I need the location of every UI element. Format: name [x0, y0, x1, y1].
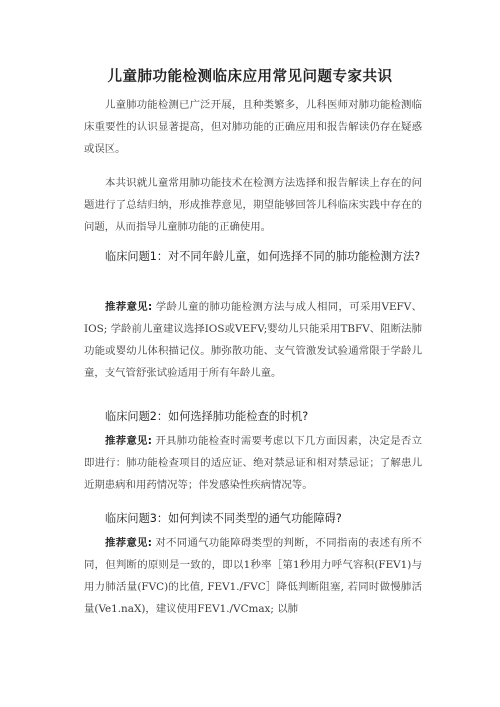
recommendation-label: 推荐意见:: [105, 537, 152, 549]
clinical-question-3: 临床问题3：如何判读不同类型的通气功能障碍?: [105, 512, 342, 525]
document-title: 儿童肺功能检测临床应用常见问题专家共识: [107, 68, 393, 85]
intro-paragraph-2: 本共识就儿童常用肺功能技术在检测方法选择和报告解读上存在的问题进行了总结归纳，形成推荐意见，期望能够回答儿科临床实践中存在的问题，从而指导儿童肺功能的正确使用。: [84, 177, 422, 233]
recommendation-1: [84, 296, 422, 384]
clinical-question-2: 临床问题2：如何选择肺功能检查的时机?: [105, 410, 309, 423]
intro-paragraph-1: 儿童肺功能检测已广泛开展，且种类繁多，儿科医师对肺功能检测临床重要性的认识显著提高，但对肺功能的正确应用和报告解读仍存在疑惑或误区。: [84, 99, 422, 155]
recommendation-text: 开具肺功能检查时需要考虑以下几方面因素，决定是否立即进行：肺功能检查项目的适应证、绝对禁忌证和相对禁忌证；了解患儿近期患病和用药情况等；伴发感染性疾病情况等。: [84, 435, 422, 491]
recommendation-text: 对不同通气功能障碍类型的判断，不同指南的表述有所不同，但判断的原则是一致的，即以1秒率［第1秒用力呼气容积(FEV1)与用力肺活量(FVC)的比值, FEV1./FVC］降低判断阻塞, 若同时做慢肺活量(Ve1.naX)，建议使用FEV1./VCmax; 以肺: [84, 537, 422, 615]
recommendation-label: 推荐意见:: [105, 301, 153, 313]
recommendation-2: [84, 430, 422, 496]
recommendation-text: 学龄儿童的肺功能检测方法与成人相同，可采用VEFV、IOS; 学龄前儿童建议选择IOS或VEFV;婴幼儿只能采用TBFV、阻断法肺功能或婴幼儿体积描记仪。肺弥散功能、支气管激发试验通常限于学龄儿童，支气管舒张试验适用于所有年龄儿童。: [84, 301, 422, 379]
recommendation-label: 推荐意见:: [105, 435, 152, 447]
recommendation-3: [84, 532, 422, 620]
clinical-question-1: 临床问题1：对不同年龄儿童，如何选择不同的肺功能检测方法?: [105, 250, 421, 263]
